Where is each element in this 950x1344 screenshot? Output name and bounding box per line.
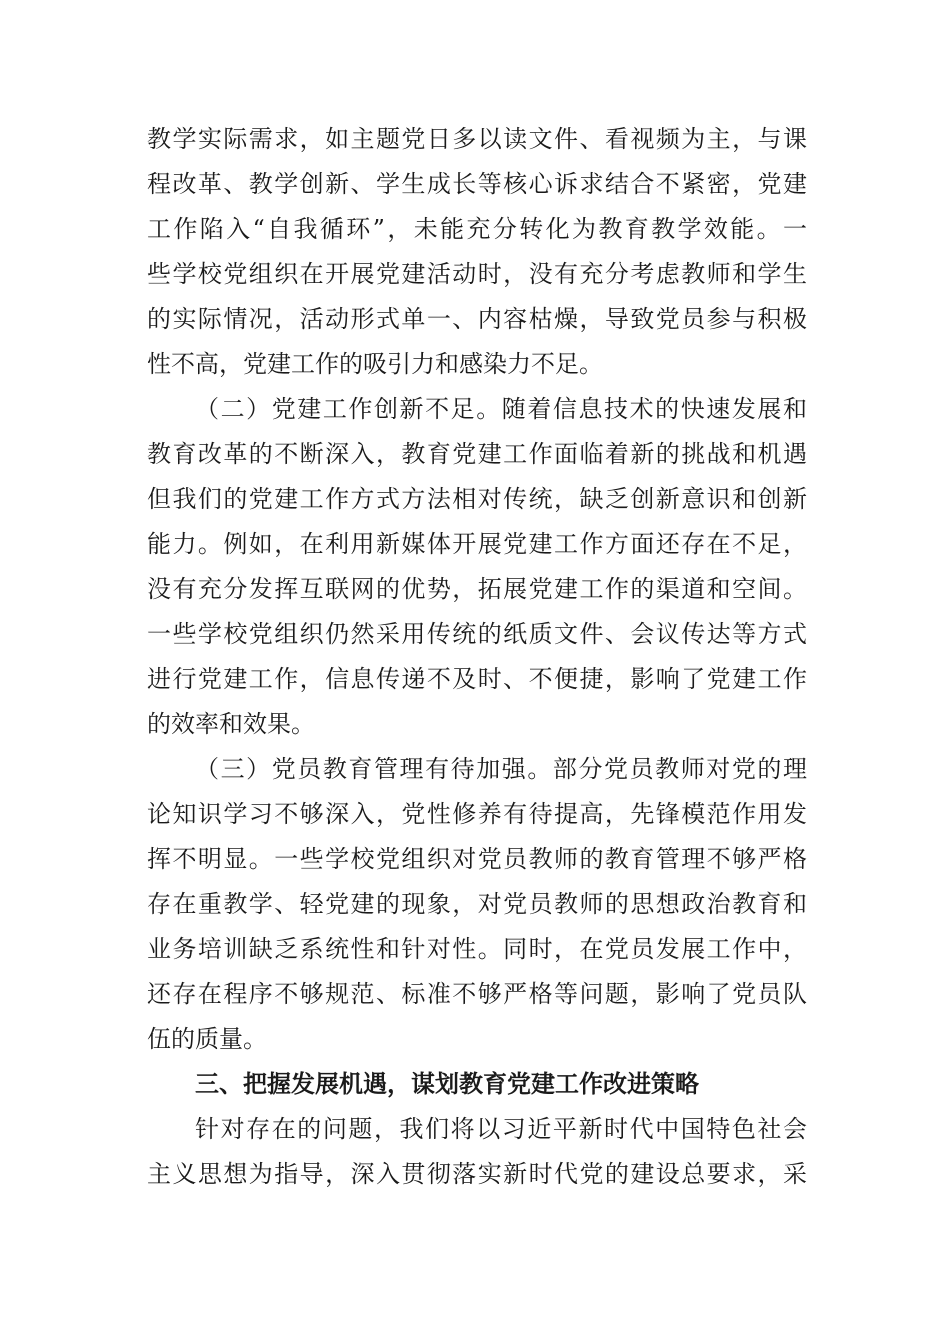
text-line: 针对存在的问题，我们将以习近平新时代中国特色社会 (195, 1115, 807, 1143)
text-line: 进行党建工作，信息传递不及时、不便捷，影响了党建工作 (147, 665, 807, 693)
text-line: 一些学校党组织仍然采用传统的纸质文件、会议传达等方式 (147, 620, 807, 648)
text-line: 教育改革的不断深入，教育党建工作面临着新的挑战和机遇 (147, 440, 807, 468)
text-line: 伍的质量。 (147, 1025, 267, 1053)
text-line: 的实际情况，活动形式单一、内容枯燥，导致党员参与积极 (147, 305, 807, 333)
text-line: 主义思想为指导，深入贯彻落实新时代党的建设总要求，采 (147, 1160, 807, 1188)
text-line: 性不高，党建工作的吸引力和感染力不足。 (147, 350, 603, 378)
text-line: 还存在程序不够规范、标准不够严格等问题，影响了党员队 (147, 980, 807, 1008)
text-line: 能力。例如，在利用新媒体开展党建工作方面还存在不足， (147, 530, 807, 558)
text-line: 但我们的党建工作方式方法相对传统，缺乏创新意识和创新 (147, 485, 807, 513)
section-heading: 三、把握发展机遇，谋划教育党建工作改进策略 (195, 1070, 699, 1098)
text-line: 工作陷入“自我循环”，未能充分转化为教育教学效能。一 (147, 215, 807, 243)
text-line: 教学实际需求，如主题党日多以读文件、看视频为主，与课 (147, 125, 807, 153)
text-line: 业务培训缺乏系统性和针对性。同时，在党员发展工作中， (147, 935, 807, 963)
subsection-heading-3: （三）党员教育管理有待加强。部分党员教师对党的理 (195, 755, 807, 783)
subsection-heading-2: （二）党建工作创新不足。随着信息技术的快速发展和 (195, 395, 807, 423)
text-line: 挥不明显。一些学校党组织对党员教师的教育管理不够严格 (147, 845, 807, 873)
text-line: 论知识学习不够深入，党性修养有待提高，先锋模范作用发 (147, 800, 807, 828)
text-line: 程改革、教学创新、学生成长等核心诉求结合不紧密，党建 (147, 170, 807, 198)
text-line: 些学校党组织在开展党建活动时，没有充分考虑教师和学生 (147, 260, 807, 288)
text-line: 没有充分发挥互联网的优势，拓展党建工作的渠道和空间。 (147, 575, 807, 603)
text-line: 存在重教学、轻党建的现象，对党员教师的思想政治教育和 (147, 890, 807, 918)
text-line: 的效率和效果。 (147, 710, 315, 738)
